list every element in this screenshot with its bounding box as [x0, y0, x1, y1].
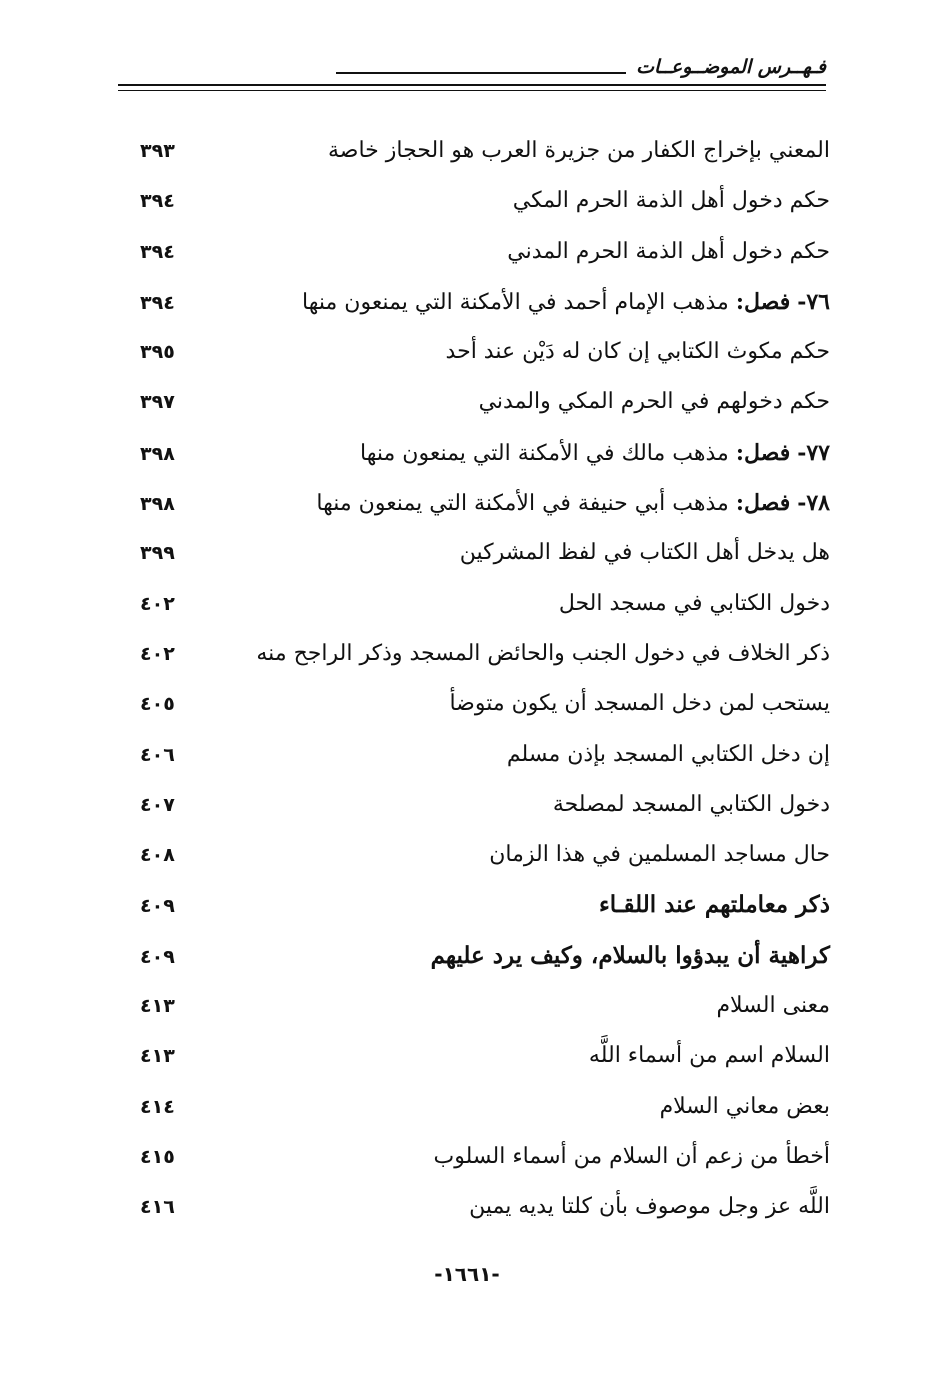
toc-entry-title: [507, 730, 830, 780]
toc-entry-text: حكم دخول أهل الذمة الحرم المكي: [512, 188, 830, 214]
toc-entry-text: المعني بإخراج الكفار من جزيرة العرب هو الحجاز خاصة: [328, 138, 830, 163]
page-number: -١٦٦١-: [434, 1262, 500, 1286]
toc-entry-title: [559, 579, 830, 629]
toc-page-number: ٤٠٢: [140, 642, 175, 665]
chapter-number: ٧٦-: [797, 288, 830, 315]
toc-entry-title: [431, 931, 830, 981]
toc-entry-text: إن دخل الكتابي المسجد بإذن مسلم: [506, 741, 830, 767]
running-header: [118, 54, 826, 94]
toc-entry: [140, 277, 830, 327]
toc-page-number: ٣٩٤: [140, 190, 175, 213]
toc-entry-text: حال مساجد المسلمين في هذا الزمان: [489, 842, 830, 868]
toc-entry-text: بعض معاني السلام: [659, 1093, 830, 1119]
toc-entry: [140, 730, 830, 780]
toc-entry-text: مذهب الإمام أحمد في الأمكنة التي يمنعون منها: [302, 289, 729, 315]
toc-entry-title: [553, 780, 830, 830]
toc-entry-text: يستحب لمن دخل المسجد أن يكون متوضأ: [449, 691, 830, 717]
toc-section-heading: [140, 880, 830, 930]
toc-entry-text: معنى السلام: [716, 993, 830, 1019]
toc-entry-title: [446, 327, 830, 377]
toc-entry: [140, 1132, 830, 1182]
toc-entry-title: [256, 629, 830, 679]
toc-entry-text: اللَّه عز وجل موصوف بأن كلتا يديه يمين: [469, 1194, 830, 1220]
toc-entry: [140, 227, 830, 277]
toc-entry: [140, 327, 830, 377]
toc-entry-title: [489, 830, 830, 880]
toc-entry: [140, 981, 830, 1031]
toc-entry-title: [328, 126, 830, 176]
toc-entry-title: [449, 679, 830, 729]
toc-entry: [140, 1082, 830, 1132]
toc-entry: [140, 579, 830, 629]
toc-entry-text: حكم مكوث الكتابي إن كان له دَيْن عند أحد: [445, 339, 830, 365]
toc-entry-text: ذكر الخلاف في دخول الجنب والحائض المسجد وذكر الراجح منه: [256, 640, 830, 666]
toc-entry: [140, 1031, 830, 1081]
toc-entry-text: مذهب أبي حنيفة في الأمكنة التي يمنعون منها: [316, 491, 729, 517]
chapter-number: ٧٧-: [797, 439, 830, 466]
toc-entry: [140, 830, 830, 880]
toc-page-number: ٤٠٩: [140, 945, 175, 968]
toc-entry-text: دخول الكتابي في مسجد الحل: [558, 590, 830, 616]
toc-page-number: ٣٩٥: [140, 341, 175, 364]
toc-entry-title: [316, 478, 830, 529]
toc-entry-text: أخطأ من زعم أن السلام من أسماء السلوب: [433, 1143, 830, 1169]
toc-entry-text: حكم دخول أهل الذمة الحرم المدني: [507, 238, 830, 264]
chapter-label: فصل:: [735, 288, 791, 315]
toc-entry-text: هل يدخل أهل الكتاب في لفظ المشركين: [459, 540, 830, 566]
toc-page-number: ٤١٣: [140, 995, 175, 1018]
toc-entry-title: [479, 377, 830, 427]
toc-section-heading: [140, 931, 830, 981]
toc-entry-text: السلام اسم من أسماء اللَّه: [588, 1043, 830, 1069]
toc-entry: [140, 629, 830, 679]
toc-page-number: ٣٩٣: [140, 140, 175, 162]
toc-entry-title: [589, 1031, 830, 1081]
toc-entry-text: دخول الكتابي المسجد لمصلحة: [552, 791, 830, 817]
toc-entry-title: [507, 227, 830, 277]
toc-page-number: ٤١٤: [140, 1095, 175, 1118]
toc-entry: [140, 478, 830, 528]
toc-page-number: ٤٠٥: [140, 693, 175, 716]
toc-page-number: ٤٠٨: [140, 844, 175, 867]
toc-entry-text: حكم دخولهم في الحرم المكي والمدني: [478, 389, 830, 415]
toc-entry-title: [716, 981, 830, 1031]
toc-page-number: ٤١٣: [140, 1045, 175, 1068]
chapter-label: فصل:: [735, 490, 791, 517]
header-title: فـهــرس الموضــوعــات: [636, 56, 826, 78]
toc-page-number: ٣٩٨: [140, 493, 175, 516]
toc-entry-title: [513, 176, 830, 226]
toc-entry-text: كراهية أن يبدؤوا بالسلام، وكيف يرد عليهم: [430, 941, 830, 969]
toc-page-number: ٣٩٩: [140, 542, 175, 565]
toc-page-number: ٣٩٤: [140, 240, 175, 263]
toc-page-number: ٤١٥: [140, 1145, 175, 1168]
header-rule-thin: [118, 90, 826, 91]
toc-entry: [140, 428, 830, 478]
toc-entry-text: مذهب مالك في الأمكنة التي يمنعون منها: [360, 440, 729, 466]
table-of-contents: [140, 126, 830, 1233]
toc-page-number: ٣٩٧: [140, 391, 175, 414]
header-rule-thick: [118, 84, 826, 86]
toc-entry-title: [434, 1132, 830, 1182]
toc-entry-title: [460, 528, 830, 578]
toc-entry: [140, 528, 830, 578]
toc-page-number: ٤٠٢: [140, 592, 175, 615]
toc-entry: [140, 1182, 830, 1232]
chapter-number: ٧٨-: [797, 490, 830, 517]
toc-page-number: ٣٩٤: [140, 291, 175, 314]
toc-entry-title: [360, 428, 830, 479]
toc-entry-title: [302, 277, 830, 328]
toc-entry: [140, 679, 830, 729]
toc-page-number: ٤٠٩: [140, 895, 175, 918]
toc-entry-text: ذكر معاملتهم عند اللقـاء: [598, 891, 830, 919]
toc-page-number: ٤١٦: [140, 1196, 175, 1219]
header-rule: [336, 72, 626, 74]
chapter-label: فصل:: [735, 439, 791, 466]
toc-entry: [140, 377, 830, 427]
toc-entry-title: [469, 1182, 830, 1232]
toc-page-number: ٤٠٧: [140, 793, 175, 816]
toc-page-number: ٤٠٦: [140, 743, 175, 766]
toc-entry-title: [599, 880, 830, 930]
toc-entry: [140, 780, 830, 830]
toc-page-number: ٣٩٨: [140, 442, 175, 465]
toc-entry-title: [660, 1082, 830, 1132]
toc-entry: [140, 176, 830, 226]
toc-entry: [140, 126, 830, 176]
